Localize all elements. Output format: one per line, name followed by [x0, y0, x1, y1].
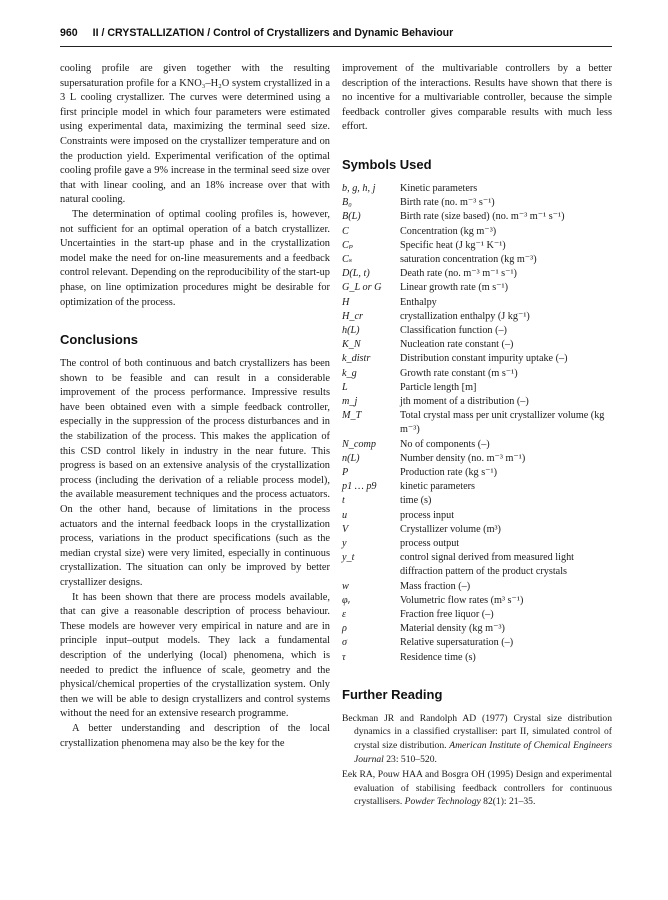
symbol: y_t [342, 552, 355, 564]
running-title: II / CRYSTALLIZATION / Control of Crystallizers and Dynamic Behaviour [92, 27, 454, 39]
symbol-row [342, 537, 612, 551]
symbol-description: Linear growth rate (m s⁻¹) [400, 282, 509, 294]
left-column [60, 62, 330, 751]
symbol-row [342, 196, 612, 210]
symbol-description: Birth rate (no. m⁻³ s⁻¹) [400, 197, 495, 209]
symbol-row [342, 551, 612, 579]
symbol: τ [342, 651, 346, 663]
symbol: b, g, h, j [342, 182, 376, 194]
symbol-row [342, 523, 612, 537]
symbol: u [342, 509, 348, 521]
symbol: φᵥ [342, 594, 351, 606]
symbol: p1 … p9 [342, 481, 377, 493]
paragraph: It has been shown that there are process models available, that can give a reasonable description of process behaviour. These models are however very empirical in nature and are in principle input–output models. They lack a fundamental description of the underlying (local) phenomena, which is needed to predict the influence of scale, geometry and the physical/chemical properties of the crystallization system. Only then we will be able to design crystallizers and control systems without the need for an extensive research programme. [60, 591, 330, 720]
symbol-row [342, 324, 612, 338]
symbol-row [342, 296, 612, 310]
symbol-description: Mass fraction (–) [400, 580, 471, 592]
symbol: h(L) [342, 325, 360, 336]
symbol: n(L) [342, 452, 360, 464]
symbol: y [342, 538, 347, 550]
symbol-row [342, 267, 612, 281]
symbol-description: Number density (no. m⁻³ m⁻¹) [400, 452, 526, 464]
header-rule [60, 46, 612, 47]
paragraph: improvement of the multivariable controllers by a better description of the interactions. Results have shown that there is no incentive for a multivariable controller, because the simple feedback controller gives comparable results with much less effort. [342, 63, 612, 133]
symbol: t [342, 495, 345, 507]
symbol-description: Death rate (no. m⁻³ m⁻¹ s⁻¹) [400, 268, 517, 280]
running-header [60, 27, 612, 43]
symbol-description: kinetic parameters [400, 481, 475, 493]
symbol-row [342, 651, 612, 665]
symbol: G_L or G [342, 282, 382, 294]
symbol-description: Concentration (kg m⁻³) [400, 225, 497, 237]
symbol-row [342, 338, 612, 352]
symbol-row [342, 438, 612, 452]
symbol-description: Growth rate constant (m s⁻¹) [400, 367, 518, 379]
symbol-description: Total crystal mass per unit crystallizer volume (kg m⁻³) [400, 410, 605, 436]
symbol: m_j [342, 396, 358, 408]
reference-list [342, 712, 612, 809]
reference-item [342, 768, 612, 809]
symbol-description: Nucleation rate constant (–) [400, 339, 514, 351]
symbol-row [342, 210, 612, 224]
symbol-row [342, 608, 612, 622]
symbol-row [342, 580, 612, 594]
reference-journal: Powder Technology [404, 796, 481, 808]
symbol-description: Residence time (s) [400, 651, 476, 663]
symbol: k_g [342, 367, 357, 379]
symbol: Cₛ [342, 253, 353, 265]
symbol-description: crystallization enthalpy (J kg⁻¹) [400, 310, 530, 322]
reference-tail: 23: 510–520. [383, 753, 437, 765]
symbol: D(L, t) [342, 268, 370, 280]
symbol: w [342, 580, 349, 592]
symbol-description: Material density (kg m⁻³) [400, 623, 505, 635]
symbol-description: Fraction free liquor (–) [400, 609, 494, 621]
symbol: K_N [342, 339, 361, 351]
symbol: ρ [342, 623, 347, 635]
reference-journal: American Institute of Chemical Engineers Journal [354, 740, 612, 765]
paragraph: The determination of optimal cooling profiles is, however, not sufficient for an optimal operation of a batch crystallizer. Uncertainties in the start-up phase and in the crystallization model make the need for on-line measurements and a feedback control relevant. Depending on the reproducibility of the start-up phase, on line optimization procedures might be desirable for optimization of the process. [60, 208, 330, 308]
symbol-row [342, 636, 612, 650]
symbol-row [342, 452, 612, 466]
symbol-description: time (s) [400, 495, 432, 507]
symbol: ε [342, 609, 347, 621]
symbol: M_T [342, 410, 362, 422]
symbol-row [342, 466, 612, 480]
symbol-description: Relative supersaturation (–) [400, 637, 514, 649]
symbol: σ [342, 637, 348, 649]
symbol-description: Volumetric flow rates (m³ s⁻¹) [400, 594, 524, 606]
reference-text: Eek RA, Pouw HAA and Bosgra OH (1995) Design and experimental evaluation of stabilising feedback controllers for continuous crystallisers. [342, 769, 612, 808]
symbol: P [342, 467, 349, 479]
symbol-row [342, 594, 612, 608]
symbol: V [342, 523, 349, 535]
symbol-description: Birth rate (size based) (no. m⁻³ m⁻¹ s⁻¹) [400, 211, 565, 223]
symbol-description: Production rate (kg s⁻¹) [400, 467, 497, 479]
section-heading-further-reading: Further Reading [342, 686, 443, 702]
symbol-description: jth moment of a distribution (–) [400, 396, 529, 408]
reference-tail: 82(1): 21–35. [480, 796, 536, 808]
symbol-row [342, 381, 612, 395]
paragraph: cooling profile are given together with the resulting supersaturation profile for a KNO₃–H₂O system crystallized in a 3 L cooling crystallizer. The curves were determined using a first principle model in which four parameters were estimated using experimental data, maximizing the terminal seed size. Constraints were imposed on the crystallizer temperature and on the production yield. Experimental verification of the optimal cooling profile gave a 9% increase in the terminal seed size over that with linear cooling, and an 18% increase over that with natural cooling. [60, 63, 330, 206]
paragraph: A better understanding and description of the local crystallization phenomena may also be the key for the [60, 722, 330, 749]
symbol-description: Classification function (–) [400, 325, 507, 336]
symbol-description: Kinetic parameters [400, 182, 478, 194]
symbol-description: Specific heat (J kg⁻¹ K⁻¹) [400, 239, 506, 251]
symbol: k_distr [342, 353, 371, 365]
symbol: B(L) [342, 211, 361, 223]
symbol-description: No of components (–) [400, 438, 490, 450]
symbol-description: control signal derived from measured light diffraction pattern of the product crystals [400, 552, 574, 578]
symbol-description: Particle length [m] [400, 381, 477, 393]
section-heading-conclusions: Conclusions [60, 332, 139, 348]
symbol-description: process input [400, 509, 455, 521]
symbol-row [342, 225, 612, 239]
paragraph: The control of both continuous and batch crystallizers has been shown to be feasible and can result in a considerable improvement of the process performance. Impressive results have been obtained even with a simple feedback controller, especially in the suppression of the process disturbances and in the stabilization of the process. This makes the application of this CSD control likely in industry in the near future. This progress is based on an extensive analysis of the crystallization process (including the derivation of a reliable process model), the available measurement techniques and the process actuators. On the other hand, because of limitations in the process actuators and the internal feedback loops in the crystallization process, variations in the product specifications (such as the median crystal size) were very limited, especially in continuous crystallization. The situation can only be improved by better crystallizer designs. [60, 358, 330, 588]
symbol-row [342, 281, 612, 295]
symbol-row [342, 367, 612, 381]
symbol: L [342, 381, 348, 393]
symbol-row [342, 480, 612, 494]
symbol-row [342, 509, 612, 523]
symbol-row [342, 622, 612, 636]
symbol-description: saturation concentration (kg m⁻³) [400, 253, 537, 265]
symbol-description: Distribution constant impurity uptake (–) [400, 353, 568, 365]
page-number: 960 [60, 27, 78, 39]
symbol-row [342, 310, 612, 324]
symbol: H_cr [342, 310, 363, 322]
symbol-row [342, 239, 612, 253]
symbol-row [342, 395, 612, 409]
symbols-table [342, 182, 612, 665]
symbol: C [342, 225, 349, 237]
section-heading-symbols: Symbols Used [342, 156, 432, 172]
symbol-description: Enthalpy [400, 296, 437, 308]
symbol: B₀ [342, 197, 352, 209]
symbol-row [342, 253, 612, 267]
symbol-row [342, 409, 612, 437]
right-column [342, 62, 612, 811]
symbol-row [342, 182, 612, 196]
reference-text: Beckman JR and Randolph AD (1977) Crystal size distribution dynamics in a classified crystalliser: part II, simulated control of crystal size distribution. [342, 712, 612, 752]
symbol: N_comp [342, 438, 376, 450]
symbol: H [342, 296, 350, 308]
symbol: Cₚ [342, 239, 353, 251]
reference-item [342, 712, 612, 766]
symbol-row [342, 494, 612, 508]
symbol-description: Crystallizer volume (m³) [400, 523, 501, 535]
symbol-description: process output [400, 538, 460, 550]
symbol-row [342, 352, 612, 366]
